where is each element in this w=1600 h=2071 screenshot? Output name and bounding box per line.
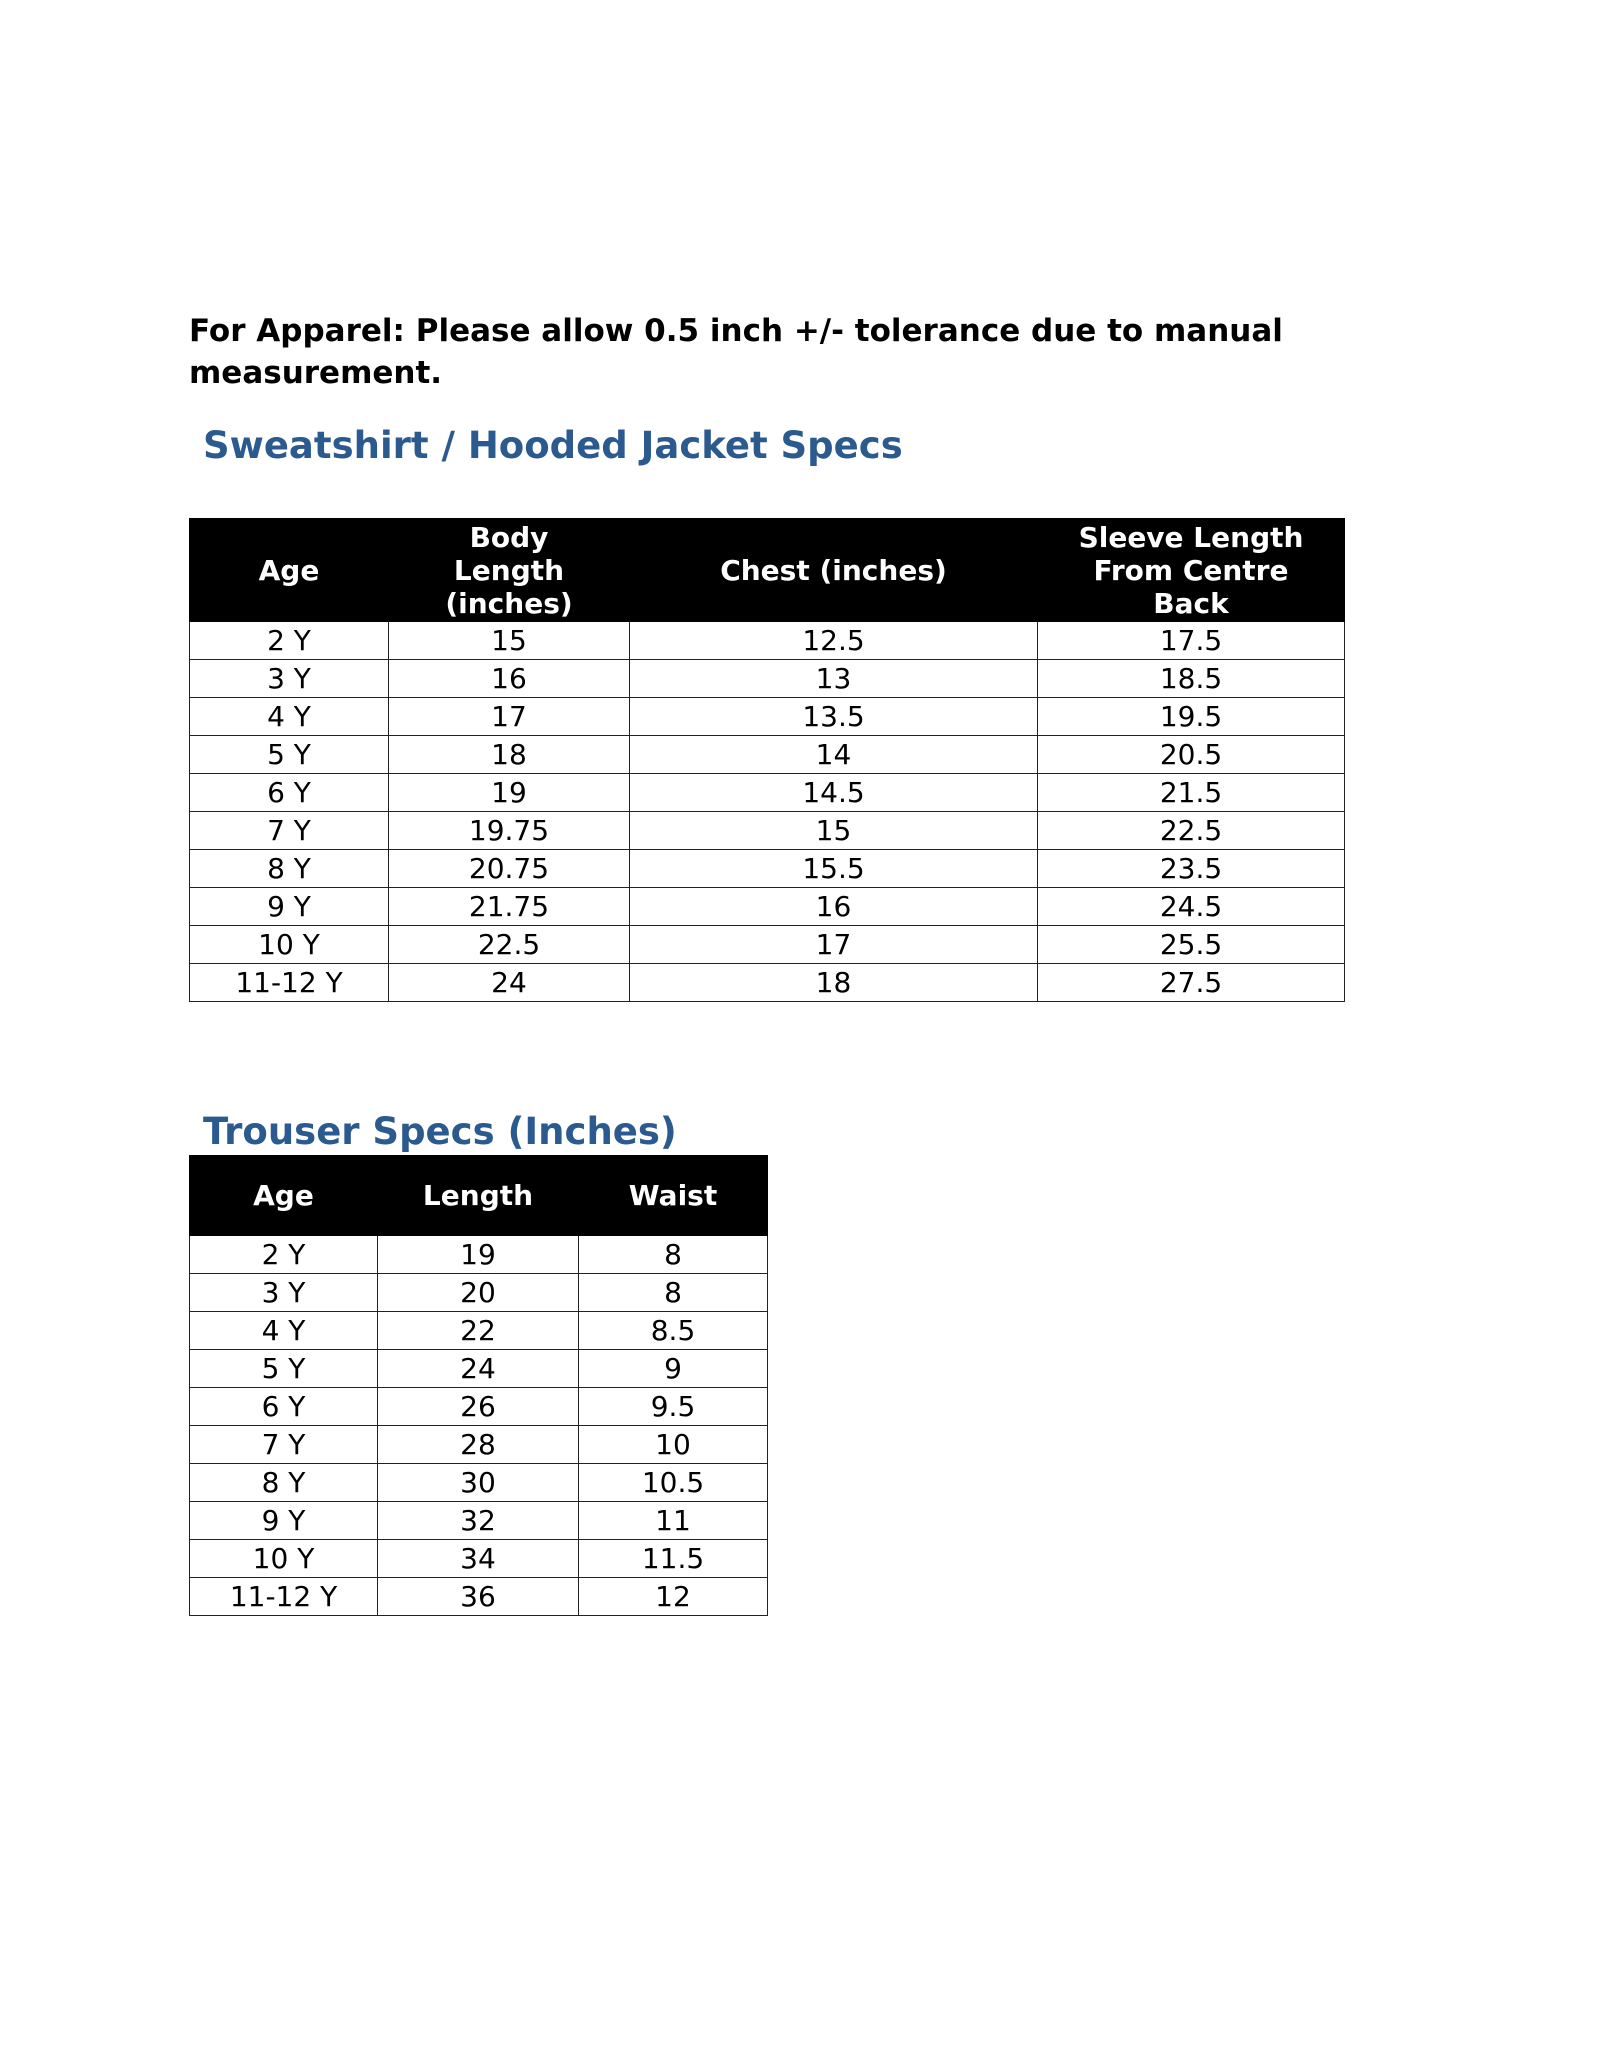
cell-body-length-inches: 18 [389, 736, 630, 774]
cell-age: 8 Y [190, 850, 389, 888]
cell-chest-inches: 15.5 [630, 850, 1038, 888]
cell-length: 22 [378, 1312, 579, 1350]
cell-body-length-inches: 16 [389, 660, 630, 698]
cell-age: 8 Y [190, 1464, 378, 1502]
trouser-specs-table [189, 1155, 768, 1616]
cell-length: 24 [378, 1350, 579, 1388]
cell-waist: 9.5 [579, 1388, 768, 1426]
sweatshirt-specs-table [189, 518, 1345, 1002]
table-body [190, 622, 1345, 1002]
cell-length: 19 [378, 1236, 579, 1274]
table-row [190, 1540, 768, 1578]
cell-waist: 8.5 [579, 1312, 768, 1350]
table-row [190, 1388, 768, 1426]
column-header-age: Age [190, 519, 389, 622]
cell-waist: 11.5 [579, 1540, 768, 1578]
column-header-body-length: Body Length (inches) [389, 519, 630, 622]
cell-sleeve-length-from-centre-back: 22.5 [1038, 812, 1345, 850]
cell-chest-inches: 13.5 [630, 698, 1038, 736]
cell-chest-inches: 12.5 [630, 622, 1038, 660]
cell-chest-inches: 14.5 [630, 774, 1038, 812]
cell-age: 9 Y [190, 888, 389, 926]
cell-sleeve-length-from-centre-back: 25.5 [1038, 926, 1345, 964]
cell-age: 3 Y [190, 660, 389, 698]
table-row [190, 1274, 768, 1312]
cell-chest-inches: 15 [630, 812, 1038, 850]
table-row [190, 660, 1345, 698]
table-body [190, 1236, 768, 1616]
cell-age: 10 Y [190, 926, 389, 964]
table-row [190, 1350, 768, 1388]
table-row [190, 1502, 768, 1540]
table-header [190, 519, 1345, 622]
table-row [190, 1312, 768, 1350]
cell-body-length-inches: 20.75 [389, 850, 630, 888]
column-header-chest: Chest (inches) [630, 519, 1038, 622]
table-row [190, 964, 1345, 1002]
cell-age: 7 Y [190, 812, 389, 850]
cell-age: 2 Y [190, 622, 389, 660]
cell-age: 3 Y [190, 1274, 378, 1312]
cell-age: 6 Y [190, 1388, 378, 1426]
cell-age: 11-12 Y [190, 964, 389, 1002]
cell-age: 9 Y [190, 1502, 378, 1540]
cell-body-length-inches: 17 [389, 698, 630, 736]
cell-length: 34 [378, 1540, 579, 1578]
table-row [190, 698, 1345, 736]
cell-body-length-inches: 21.75 [389, 888, 630, 926]
cell-waist: 8 [579, 1274, 768, 1312]
table-row [190, 622, 1345, 660]
cell-sleeve-length-from-centre-back: 19.5 [1038, 698, 1345, 736]
sweatshirt-specs-heading: Sweatshirt / Hooded Jacket Specs [203, 424, 903, 467]
cell-age: 4 Y [190, 698, 389, 736]
cell-length: 30 [378, 1464, 579, 1502]
cell-sleeve-length-from-centre-back: 27.5 [1038, 964, 1345, 1002]
cell-body-length-inches: 24 [389, 964, 630, 1002]
table-row [190, 736, 1345, 774]
table-header [190, 1156, 768, 1236]
cell-length: 28 [378, 1426, 579, 1464]
cell-waist: 12 [579, 1578, 768, 1616]
cell-chest-inches: 13 [630, 660, 1038, 698]
trouser-specs-heading: Trouser Specs (Inches) [203, 1110, 677, 1153]
cell-age: 11-12 Y [190, 1578, 378, 1616]
cell-sleeve-length-from-centre-back: 23.5 [1038, 850, 1345, 888]
column-header-length: Length [378, 1156, 579, 1236]
cell-sleeve-length-from-centre-back: 18.5 [1038, 660, 1345, 698]
cell-length: 20 [378, 1274, 579, 1312]
cell-body-length-inches: 15 [389, 622, 630, 660]
table-row [190, 888, 1345, 926]
table-row [190, 850, 1345, 888]
cell-age: 10 Y [190, 1540, 378, 1578]
cell-length: 32 [378, 1502, 579, 1540]
table-row [190, 1464, 768, 1502]
cell-waist: 10.5 [579, 1464, 768, 1502]
cell-length: 26 [378, 1388, 579, 1426]
cell-body-length-inches: 19.75 [389, 812, 630, 850]
cell-length: 36 [378, 1578, 579, 1616]
column-header-sleeve-length: Sleeve Length From Centre Back [1038, 519, 1345, 622]
column-header-age: Age [190, 1156, 378, 1236]
header-row [190, 519, 1345, 622]
table-row [190, 926, 1345, 964]
cell-waist: 10 [579, 1426, 768, 1464]
cell-body-length-inches: 22.5 [389, 926, 630, 964]
cell-waist: 8 [579, 1236, 768, 1274]
table-row [190, 1578, 768, 1616]
cell-sleeve-length-from-centre-back: 24.5 [1038, 888, 1345, 926]
cell-sleeve-length-from-centre-back: 21.5 [1038, 774, 1345, 812]
cell-age: 2 Y [190, 1236, 378, 1274]
table-row [190, 812, 1345, 850]
cell-age: 7 Y [190, 1426, 378, 1464]
column-header-waist: Waist [579, 1156, 768, 1236]
cell-chest-inches: 18 [630, 964, 1038, 1002]
cell-waist: 11 [579, 1502, 768, 1540]
cell-sleeve-length-from-centre-back: 17.5 [1038, 622, 1345, 660]
table-row [190, 1236, 768, 1274]
cell-chest-inches: 14 [630, 736, 1038, 774]
cell-chest-inches: 16 [630, 888, 1038, 926]
cell-chest-inches: 17 [630, 926, 1038, 964]
cell-age: 5 Y [190, 1350, 378, 1388]
cell-sleeve-length-from-centre-back: 20.5 [1038, 736, 1345, 774]
cell-age: 6 Y [190, 774, 389, 812]
table-row [190, 1426, 768, 1464]
cell-age: 5 Y [190, 736, 389, 774]
cell-age: 4 Y [190, 1312, 378, 1350]
cell-body-length-inches: 19 [389, 774, 630, 812]
cell-waist: 9 [579, 1350, 768, 1388]
header-row [190, 1156, 768, 1236]
tolerance-note: For Apparel: Please allow 0.5 inch +/- tolerance due to manual measurement. [189, 313, 1283, 391]
table-row [190, 774, 1345, 812]
